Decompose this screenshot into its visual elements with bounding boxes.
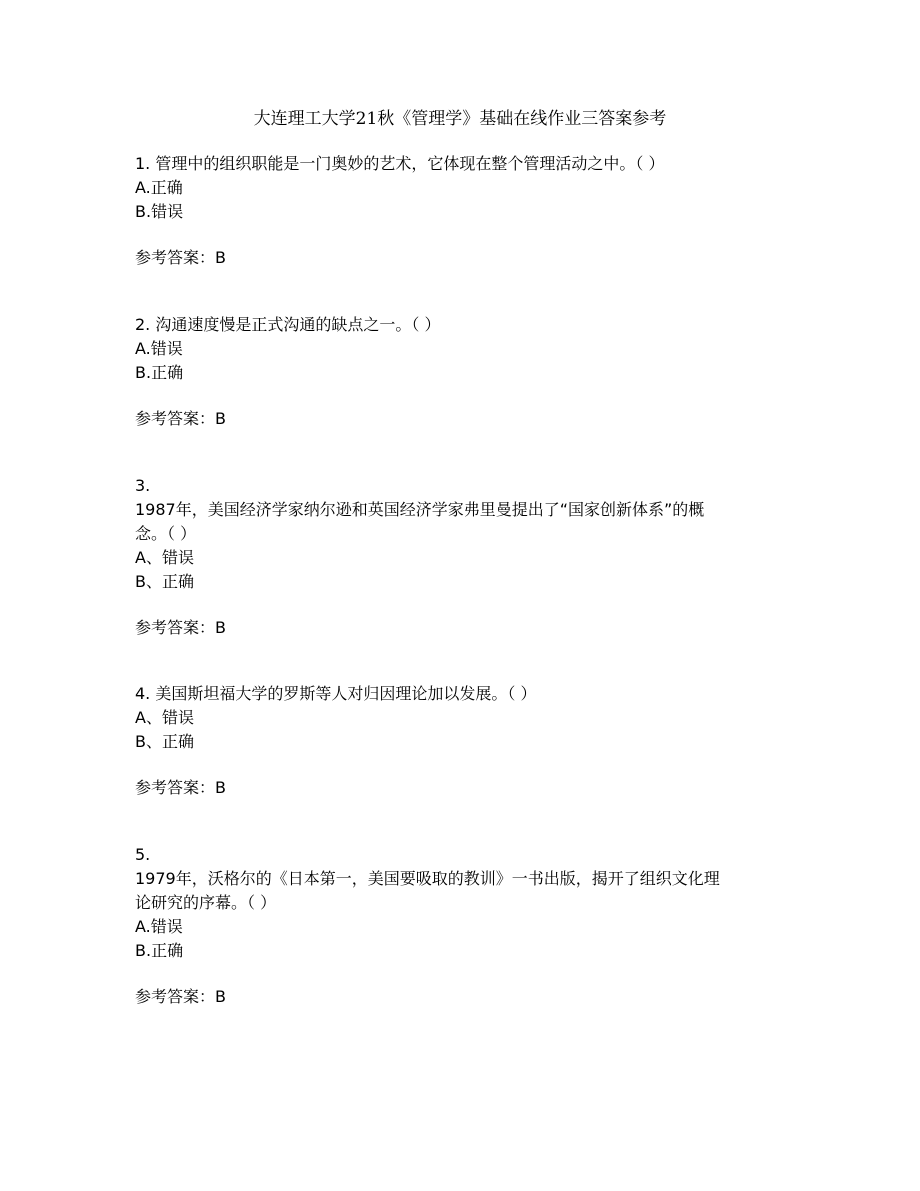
question-text-continued: 论研究的序幕。（ ） — [135, 893, 277, 912]
reference-answer — [135, 616, 795, 640]
answer-label: 参考答案： — [135, 618, 216, 637]
option-a: A、错误 — [135, 708, 194, 727]
question-text: 2. 沟通速度慢是正式沟通的缺点之一。（ ） — [135, 315, 441, 334]
answer-label: 参考答案： — [135, 409, 216, 428]
question-text: 1. 管理中的组织职能是一门奥妙的艺术，它体现在整个管理活动之中。（ ） — [135, 154, 665, 173]
answer-value: B — [215, 778, 226, 797]
question-text-continued: 念。（ ） — [135, 524, 197, 543]
question-2 — [135, 313, 795, 431]
reference-answer — [135, 246, 795, 270]
answer-value: B — [215, 618, 226, 637]
question-number: 5. — [135, 845, 151, 864]
question-5 — [135, 843, 795, 1009]
reference-answer — [135, 407, 795, 431]
option-b: B、正确 — [135, 732, 194, 751]
option-a: A.正确 — [135, 178, 183, 197]
option-b: B.错误 — [135, 202, 184, 221]
answer-value: B — [215, 248, 226, 267]
question-number: 3. — [135, 476, 151, 495]
answer-label: 参考答案： — [135, 778, 216, 797]
question-3 — [135, 474, 795, 640]
answer-label: 参考答案： — [135, 248, 216, 267]
reference-answer — [135, 776, 795, 800]
question-text: 1987年，美国经济学家纳尔逊和英国经济学家弗里曼提出了“国家创新体系”的概 — [135, 500, 705, 519]
question-4 — [135, 682, 795, 800]
option-a: A、错误 — [135, 548, 194, 567]
option-b: B.正确 — [135, 363, 184, 382]
question-text: 4. 美国斯坦福大学的罗斯等人对归因理论加以发展。（ ） — [135, 684, 537, 703]
answer-value: B — [215, 409, 226, 428]
option-a: A.错误 — [135, 917, 183, 936]
question-text: 1979年，沃格尔的《日本第一，美国要吸取的教训》一书出版，揭开了组织文化理 — [135, 869, 720, 888]
option-b: B.正确 — [135, 941, 184, 960]
document-title: 大连理工大学21秋《管理学》基础在线作业三答案参考 — [253, 109, 667, 129]
option-b: B、正确 — [135, 572, 194, 591]
answer-label: 参考答案： — [135, 987, 216, 1006]
option-a: A.错误 — [135, 339, 183, 358]
reference-answer — [135, 985, 795, 1009]
answer-value: B — [215, 987, 226, 1006]
question-1 — [135, 152, 795, 270]
